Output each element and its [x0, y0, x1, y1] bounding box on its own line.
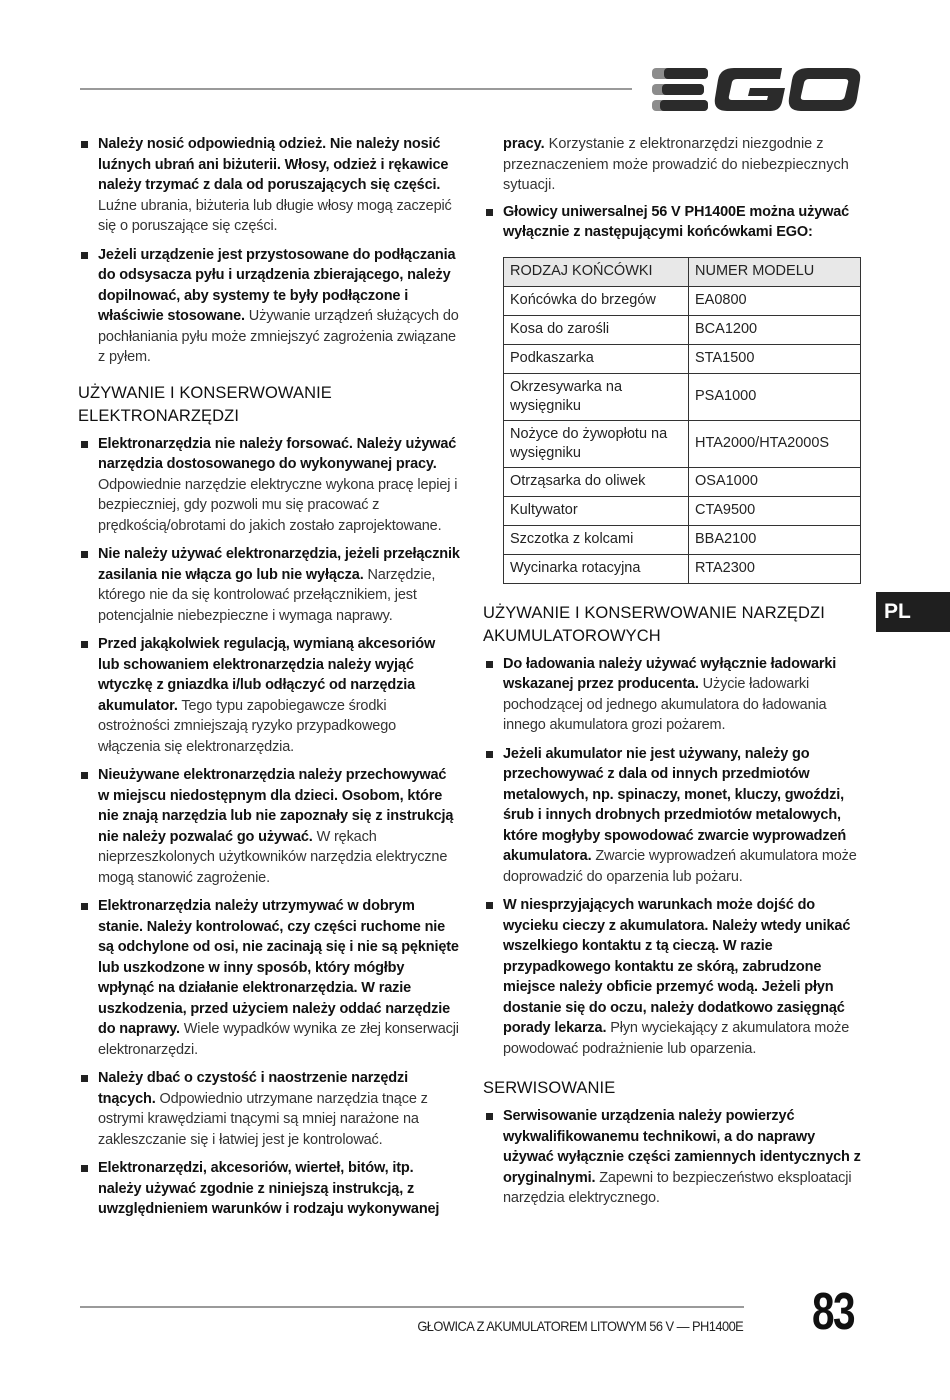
table-row: [504, 420, 861, 467]
table-row: [504, 467, 861, 496]
table-header-cell: RODZAJ KOŃCÓWKI: [504, 257, 689, 286]
list-item: W niesprzyjających warunkach może dojść do wycieku cieczy z akumulatora. Należy wtedy unikać wszelkiego kontaktu z tą cieczą. W razie przypadkowego kontaktu ze skórą, zabrudzone miejsce należy obficie przemyć wodą. Jeżeli płyn dostanie się do oczu, należy dodatkowo zasięgnąć porady lekarza. Płyn wyciekający z akumulatora może powodować podrażnienie lub oparzenia.: [483, 895, 865, 1059]
bullet-square-icon: [81, 551, 88, 558]
service-bullet-list: [483, 1106, 865, 1209]
attachment-models-table: [503, 257, 861, 584]
list-item: Serwisowanie urządzenia należy powierzyć wykwalifikowanemu technikowi, a do naprawy używać wyłącznie części zamiennych identycznych z oryginalnymi. Zapewni to bezpieczeństwo eksploatacji narzędzia elektrycznego.: [483, 1106, 865, 1209]
bullet-square-icon: [81, 252, 88, 259]
bullet-square-icon: [486, 751, 493, 758]
table-cell: PSA1000: [689, 373, 861, 420]
language-tab: PL: [876, 592, 950, 632]
bullet-square-icon: [81, 1075, 88, 1082]
table-cell: Podkaszarka: [504, 344, 689, 373]
table-cell: Kultywator: [504, 496, 689, 525]
table-header-cell: NUMER MODELU: [689, 257, 861, 286]
table-cell: OSA1000: [689, 467, 861, 496]
table-cell: CTA9500: [689, 496, 861, 525]
footer-rule: [80, 1306, 744, 1308]
bullet-square-icon: [81, 141, 88, 148]
bullet-square-icon: [486, 661, 493, 668]
table-header-row: [504, 257, 861, 286]
table-cell: STA1500: [689, 344, 861, 373]
table-cell: BCA1200: [689, 315, 861, 344]
table-cell: Kosa do zarośli: [504, 315, 689, 344]
table-row: [504, 315, 861, 344]
section-title: UŻYWANIE I KONSERWOWANIE ELEKTRONARZĘDZI: [78, 383, 332, 425]
section-title: UŻYWANIE I KONSERWOWANIE NARZĘDZI AKUMULATOROWYCH: [483, 603, 825, 645]
list-item: Głowicy uniwersalnej 56 V PH1400E można używać wyłącznie z następującymi końcówkami EGO:: [483, 202, 865, 243]
list-item: Nieużywane elektronarzędzia należy przechowywać w miejscu niedostępnym dla dzieci. Osobom, które nie znają narzędzia lub nie zapoznały się z instrukcją nie należy pozwalać go używać. W rękach nieprzeszkolonych użytkowników narzędzia elektryczne mogą stanowić zagrożenie.: [78, 765, 460, 888]
table-row: [504, 554, 861, 583]
table-row: [504, 344, 861, 373]
table-cell: EA0800: [689, 286, 861, 315]
section-title: SERWISOWANIE: [483, 1079, 616, 1097]
list-item: Elektronarzędzi, akcesoriów, wierteł, bitów, itp. należy używać zgodnie z niniejszą instrukcją, z uwzględnieniem warunków i rodzaju wykonywanej: [78, 1158, 460, 1220]
list-item: Do ładowania należy używać wyłącznie ładowarki wskazanej przez producenta. Użycie ładowarki pochodzącej od jednego akumulatora do ładowania innego akumulatora grozi pożarem.: [483, 654, 865, 736]
footer-product-title: GŁOWICA Z AKUMULATOREM LITOWYM 56 V — PH1400E: [417, 1318, 743, 1334]
table-row: [504, 496, 861, 525]
table-cell: Okrzesywarka na wysięgniku: [504, 373, 689, 420]
left-column: [78, 134, 460, 1228]
right-column: [483, 134, 865, 1217]
table-cell: BBA2100: [689, 525, 861, 554]
left-bullet-list: [78, 434, 460, 1220]
continued-paragraph: pracy. Korzystanie z elektronarzędzi niezgodnie z przeznaczeniem może prowadzić do niebezpiecznych sytuacji.: [503, 136, 849, 193]
list-item: Jeżeli urządzenie jest przystosowane do podłączania do odsysacza pyłu i urządzenia zbierającego, należy dopilnować, aby systemy te były podłączone i właściwie stosowane. Używanie urządzeń służących do pochłaniania pyłu może zmniejszyć zagrożenia związane z pyłem.: [78, 245, 460, 368]
header-rule: [80, 88, 632, 90]
battery-bullet-list: [483, 654, 865, 1060]
table-cell: Otrząsarka do oliwek: [504, 467, 689, 496]
list-item: Elektronarzędzia należy utrzymywać w dobrym stanie. Należy kontrolować, czy części ruchome nie są odchylone od osi, nie zacinają się i nie są pęknięte lub uszkodzone w inny sposób, który mógłby wpłynąć na działanie elektronarzędzia. W razie uszkodzenia, przed użyciem należy oddać narzędzie do naprawy. Wiele wypadków wynika ze złej konserwacji elektronarzędzi.: [78, 896, 460, 1060]
list-item: Przed jakąkolwiek regulacją, wymianą akcesoriów lub schowaniem elektronarzędzia należy wyjąć wtyczkę z gniazdka i/lub odłączyć od narzędzia akumulator. Tego typu zapobiegawcze środki ostrożności zmniejszają ryzyko przypadkowego włączenia się elektronarzędzia.: [78, 634, 460, 757]
table-row: [504, 525, 861, 554]
list-item: Nie należy używać elektronarzędzia, jeżeli przełącznik zasilania nie włącza go lub nie wyłącza. Narzędzie, którego nie da się kontrolować przełącznikiem, jest potencjalnie niebezpieczne i wymaga naprawy.: [78, 544, 460, 626]
list-item: Elektronarzędzia nie należy forsować. Należy używać narzędzia dostosowanego do wykonywanej pracy. Odpowiednie narzędzie elektryczne wykona pracę lepiej i bezpieczniej, gdy pozwoli mu się pracować z prędkością/obrotami do jakich zostało zaprojektowane.: [78, 434, 460, 537]
table-row: [504, 286, 861, 315]
page-number: 83: [812, 1283, 854, 1341]
left-bullet-list-top: [78, 134, 460, 368]
bullet-square-icon: [81, 441, 88, 448]
table-cell: RTA2300: [689, 554, 861, 583]
list-item: Należy nosić odpowiednią odzież. Nie należy nosić luźnych ubrań ani biżuterii. Włosy, odzież i rękawice należy trzymać z dala od poruszających się części. Luźne ubrania, biżuteria lub długie włosy mogą zaczepić się o poruszające się części.: [78, 134, 460, 237]
bullet-square-icon: [81, 1165, 88, 1172]
table-cell: Końcówka do brzegów: [504, 286, 689, 315]
table-cell: Nożyce do żywopłotu na wysięgniku: [504, 420, 689, 467]
list-item: Jeżeli akumulator nie jest używany, należy go przechowywać z dala od innych przedmiotów metalowych, np. spinaczy, monet, kluczy, gwoździ, śrub i innych drobnych przedmiotów metalowych, które mogłyby spowodować zwarcie wyprowadzeń akumulatora. Zwarcie wyprowadzeń akumulatora może doprowadzić do oparzenia lub pożaru.: [483, 744, 865, 888]
table-cell: Szczotka z kolcami: [504, 525, 689, 554]
right-bullet-list-intro: [483, 202, 865, 243]
bullet-square-icon: [486, 209, 493, 216]
table-cell: Wycinarka rotacyjna: [504, 554, 689, 583]
ego-logo: [650, 64, 862, 114]
list-item: Należy dbać o czystość i naostrzenie narzędzi tnących. Odpowiednio utrzymane narzędzia tnące z ostrymi krawędziami tnącymi są mniej narażone na zakleszczanie się i łatwiej jest je kontrolować.: [78, 1068, 460, 1150]
bullet-square-icon: [486, 902, 493, 909]
bullet-square-icon: [81, 772, 88, 779]
table-cell: HTA2000/HTA2000S: [689, 420, 861, 467]
bullet-square-icon: [81, 641, 88, 648]
table-row: [504, 373, 861, 420]
bullet-square-icon: [486, 1113, 493, 1120]
bullet-square-icon: [81, 903, 88, 910]
